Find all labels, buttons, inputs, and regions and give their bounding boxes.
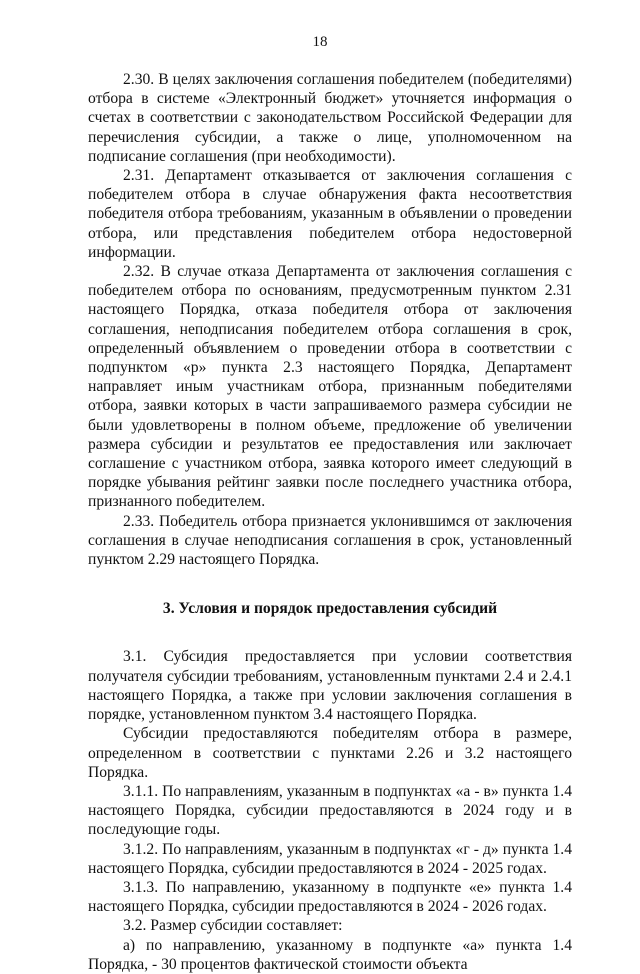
paragraph-3-2: 3.2. Размер субсидии составляет: [123,917,343,935]
paragraph-3-2-a: а) по направлению, указанному в подпункте «а» пункта 1.4 Порядка, - 30 процентов фактической стоимости объекта [88,936,572,973]
section-heading: 3. Условия и порядок предоставления субсидий [162,600,498,618]
paragraph-2-33: 2.33. Победитель отбора признается уклонившимся от заключения соглашения в случае неподписания соглашения в срок, установленный пунктом 2.29 настоящего Порядка. [88,512,572,569]
paragraph-3-1: 3.1. Субсидия предоставляется при условии соответствия получателя субсидии требованиям, установленным пунктами 2.4 и 2.4.1 настоящего Порядка, а также при условии заключения соглашения в порядке, установленном пунктом 3.4 настоящего Порядка. [88,648,572,724]
paragraph-3-1-2: 3.1.2. По направлениям, указанным в подпунктах «г - д» пункта 1.4 настоящего Порядка, субсидии предоставляются в 2024 - 2025 годах. [88,840,572,877]
paragraph-2-30: 2.30. В целях заключения соглашения победителем (победителями) отбора в системе «Электронный бюджет» уточняется информация о счетах в соответствии с законодательством Российской Федерации для перечисления субсидии, а также о лице, уполномоченном на подписание соглашения (при необходимости). [88,71,572,165]
paragraph-2-32: 2.32. В случае отказа Департамента от заключения соглашения с победителем отбора по основаниям, предусмотренным пунктом 2.31 настоящего Порядка, отказа победителя отбора от заключения соглашения, неподписания победителем отбора соглашения в срок, определенный объявлением о проведении отбора в соответствии с подпунктом «р» пункта 2.3 настоящего Порядка, Департамент направляет иным участникам отбора, признанным победителями отбора, заявки которых в части запрашиваемого размера субсидии не были удовлетворены в полном объеме, предложение об увеличении размера субсидии и результатов ее предоставления или заключает соглашение с участником отбора, заявка которого имеет следующий в порядке убывания рейтинг заявки после последнего участника отбора, признанного победителем. [88,263,572,511]
paragraph-3-1-1: 3.1.1. По направлениям, указанным в подпунктах «а - в» пункта 1.4 настоящего Порядка, субсидии предоставляются в 2024 году и в последующие годы. [88,782,572,839]
paragraph-2-31: 2.31. Департамент отказывается от заключения соглашения с победителем отбора в случае обнаружения факта несоответствия победителя отбора требованиям, указанным в объявлении о проведении отбора, или представления победителем отбора недостоверной информации. [88,167,572,261]
paragraph-3-1-3: 3.1.3. По направлению, указанному в подпункте «е» пункта 1.4 настоящего Порядка, субсидии предоставляются в 2024 - 2026 годах. [88,878,572,916]
paragraph-3-1-subsidies: Субсидии предоставляются победителям отбора в размере, определенном в соответствии с пунктами 2.26 и 3.2 настоящего Порядка. [88,725,572,781]
page-number: 18 [312,34,328,50]
document-body [88,70,572,974]
